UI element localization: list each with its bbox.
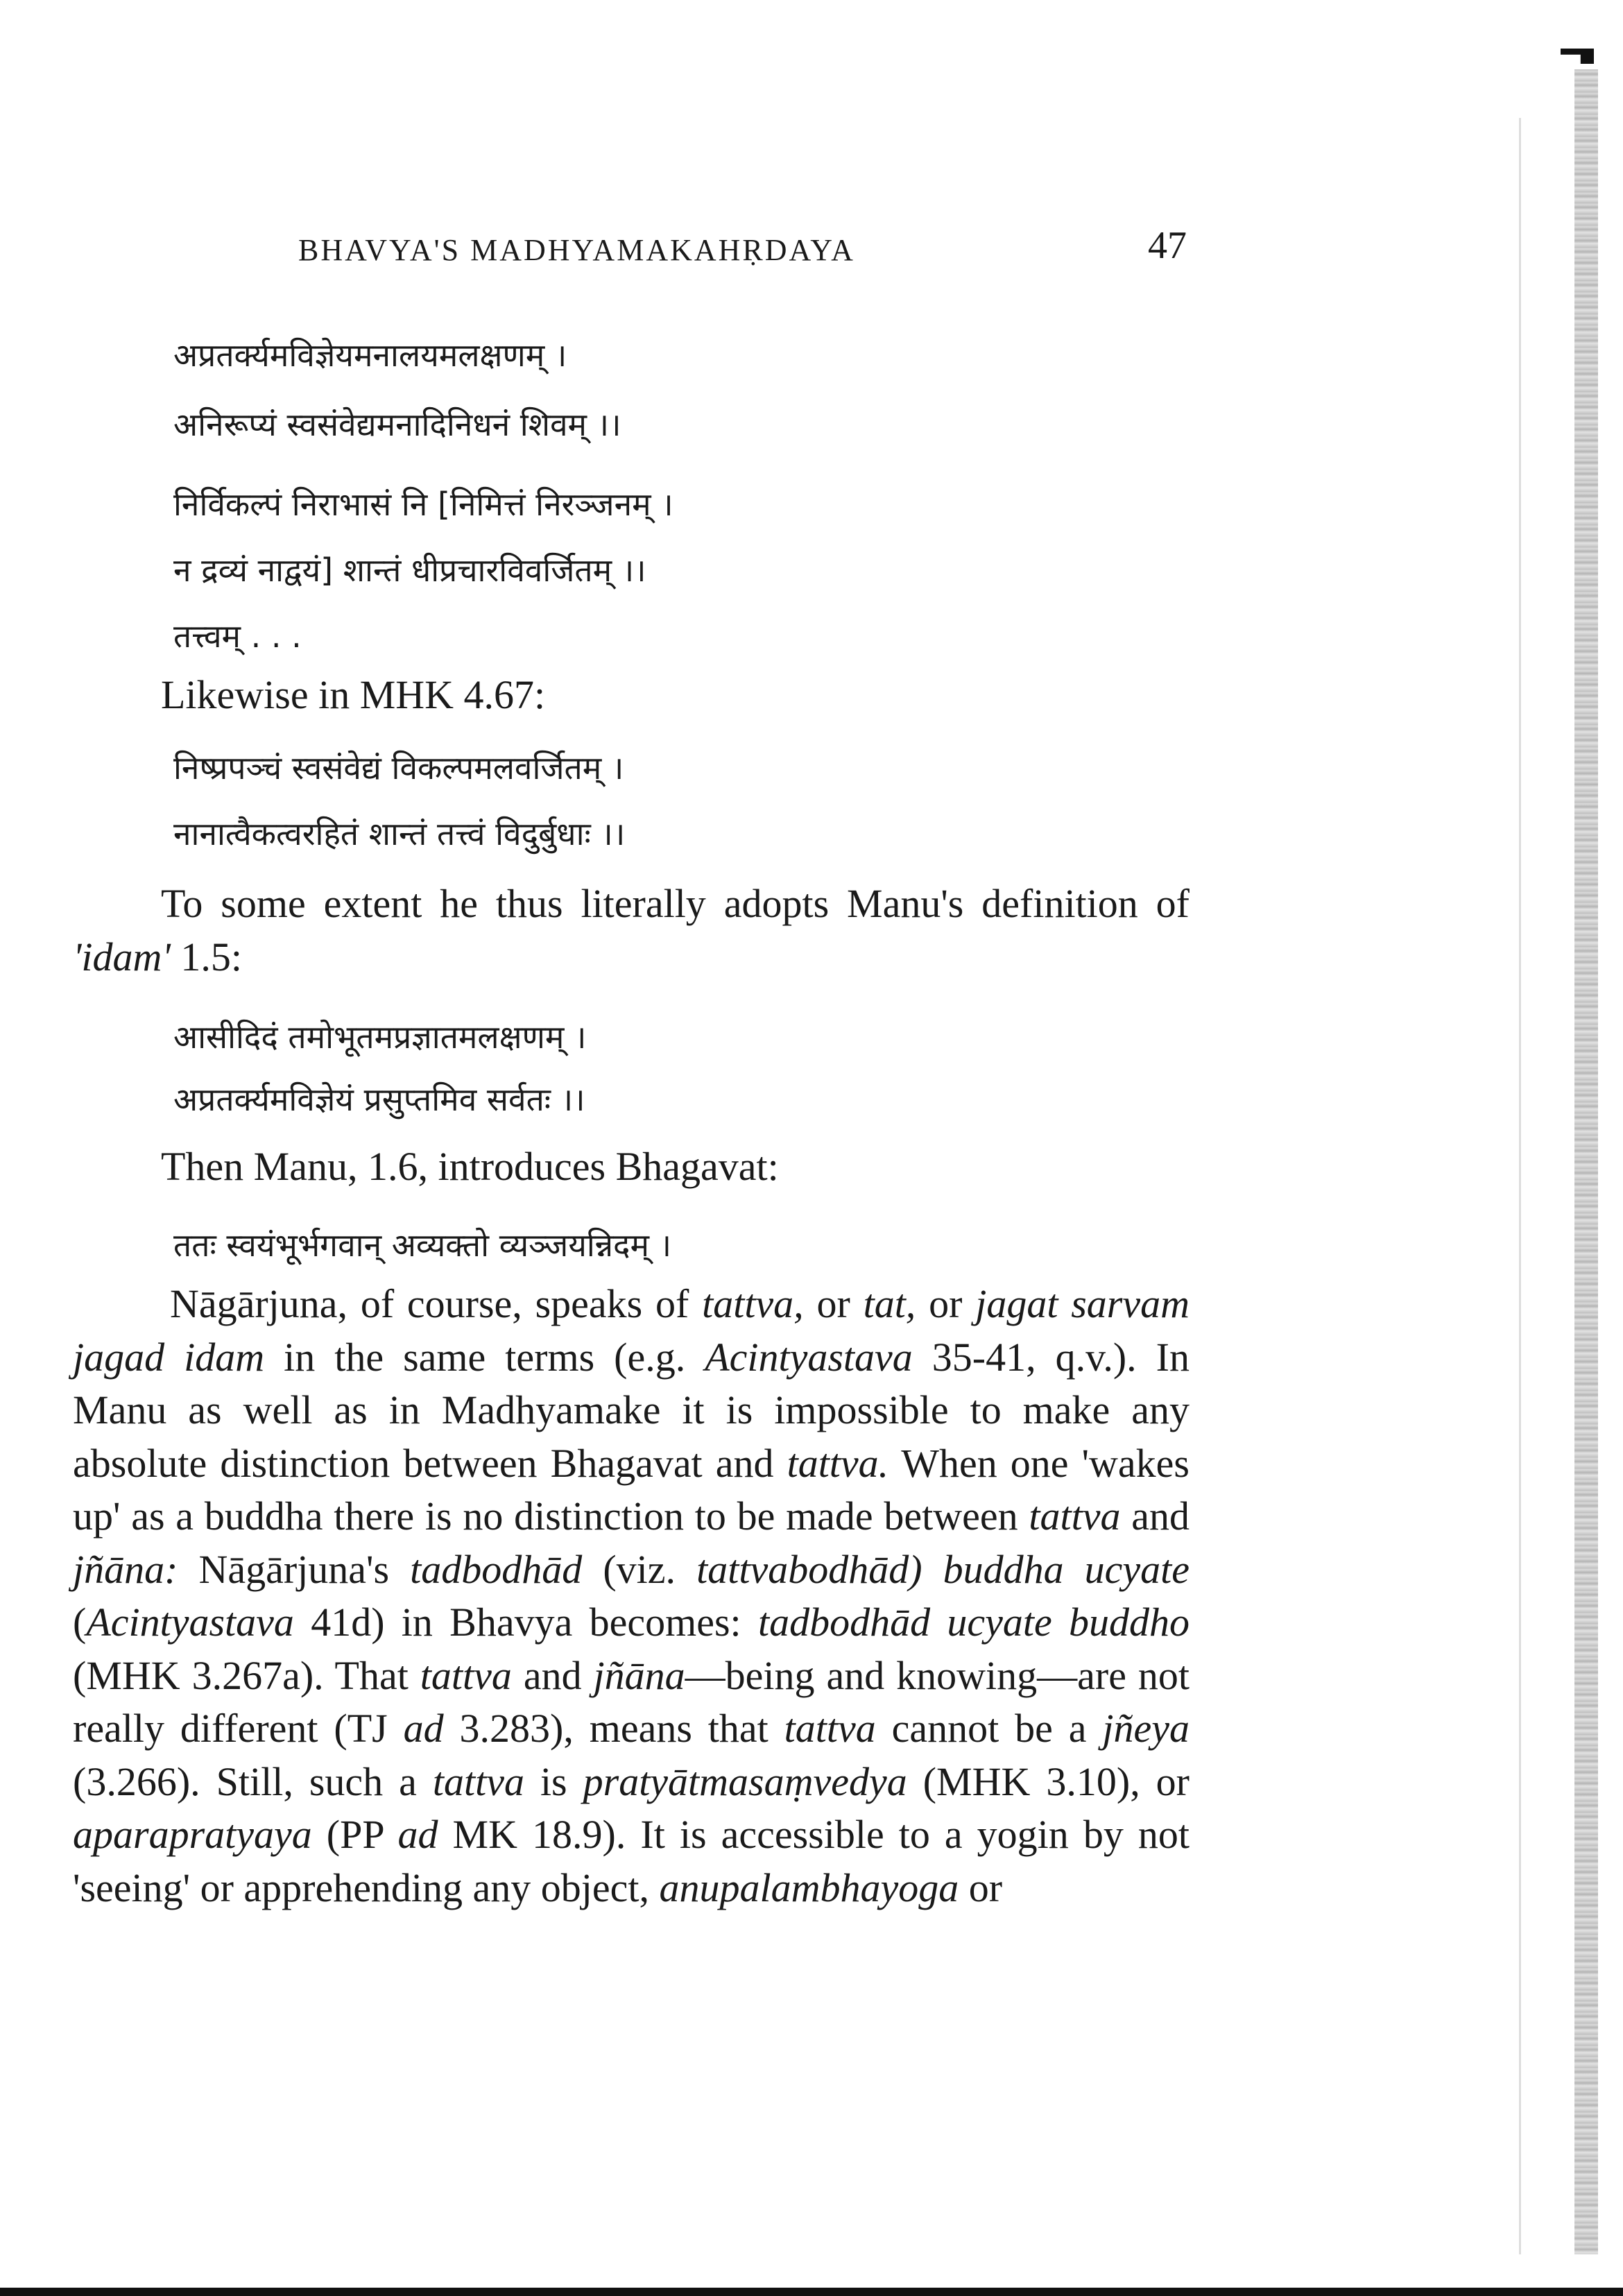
sanskrit-verse-line: अप्रतर्क्यमविज्ञेयं प्रसुप्तमिव सर्वतः ।।	[173, 1081, 585, 1118]
sanskrit-verse-line: निर्विकल्पं निराभासं नि [निमित्तं निरञ्जनम् ।	[173, 486, 673, 523]
corner-crop-mark	[1561, 49, 1594, 64]
sanskrit-verse-line: तत्त्वम् . . .	[173, 617, 302, 655]
sanskrit-verse-line: ततः स्वयंभूर्भगवान् अव्यक्तो व्यञ्जयन्निदम् ।	[173, 1226, 672, 1264]
sanskrit-verse-line: अनिरूप्यं स्वसंवेद्यमनादिनिधनं शिवम् ।।	[173, 406, 621, 443]
page-edge-line	[1519, 118, 1521, 2254]
intro-line: Likewise in MHK 4.67:	[161, 672, 546, 717]
bhagavat-line: Then Manu, 1.6, introduces Bhagavat:	[161, 1144, 779, 1189]
sanskrit-verse-line: निष्प्रपञ्चं स्वसंवेद्यं विकल्पमलवर्जितम् ।	[173, 749, 624, 787]
page-edge-shadow	[1574, 69, 1598, 2254]
manu-paragraph: To some extent he thus literally adopts Manu's definition of 'idam' 1.5:	[73, 881, 1190, 979]
sanskrit-verse-line: न द्रव्यं नाद्वयं] शान्तं धीप्रचारविवर्जितम् ।।	[173, 551, 646, 589]
sanskrit-verse-line: अप्रतर्क्यमविज्ञेयमनालयमलक्षणम् ।	[173, 336, 567, 374]
sanskrit-verse-line: आसीदिदं तमोभूतमप्रज्ञातमलक्षणम् ।	[173, 1018, 587, 1056]
bottom-edge-rule	[0, 2288, 1623, 2296]
sanskrit-verse-line: नानात्वैकत्वरहितं शान्तं तत्त्वं विदुर्बुधाः ।।	[173, 815, 626, 853]
main-paragraph: Nāgārjuna, of course, speaks of tattva, or tat, or jagat sarvam jagad idam in the same terms (e.g. Acintyastava 35-41, q.v.). In Manu as well as in Madhyamake it is impossible to make any absolute distinction between Bhagavat and tattva. When one 'wakes up' as a buddha there is no distinction to be made between tattva and jñāna: Nāgārjuna's tadbodhād (viz. tattvabodhād) buddha ucyate (Acintyastava 41d) in Bhavya becomes: tadbodhād ucyate buddho (MHK 3.267a). That tattva and jñāna—being and knowing—are not really different (TJ ad 3.283), means that tattva cannot be a jñeya (3.266). Still, such a tattva is pratyātmasaṃvedya (MHK 3.10), or aparapratyaya (PP ad MK 18.9). It is accessible to a yogin by not 'seeing' or apprehending any object, anupalambhayoga or	[73, 1281, 1190, 1910]
running-head: BHAVYA'S MADHYAMAKAHṚDAYA	[298, 233, 855, 267]
page-number: 47	[1148, 224, 1187, 267]
